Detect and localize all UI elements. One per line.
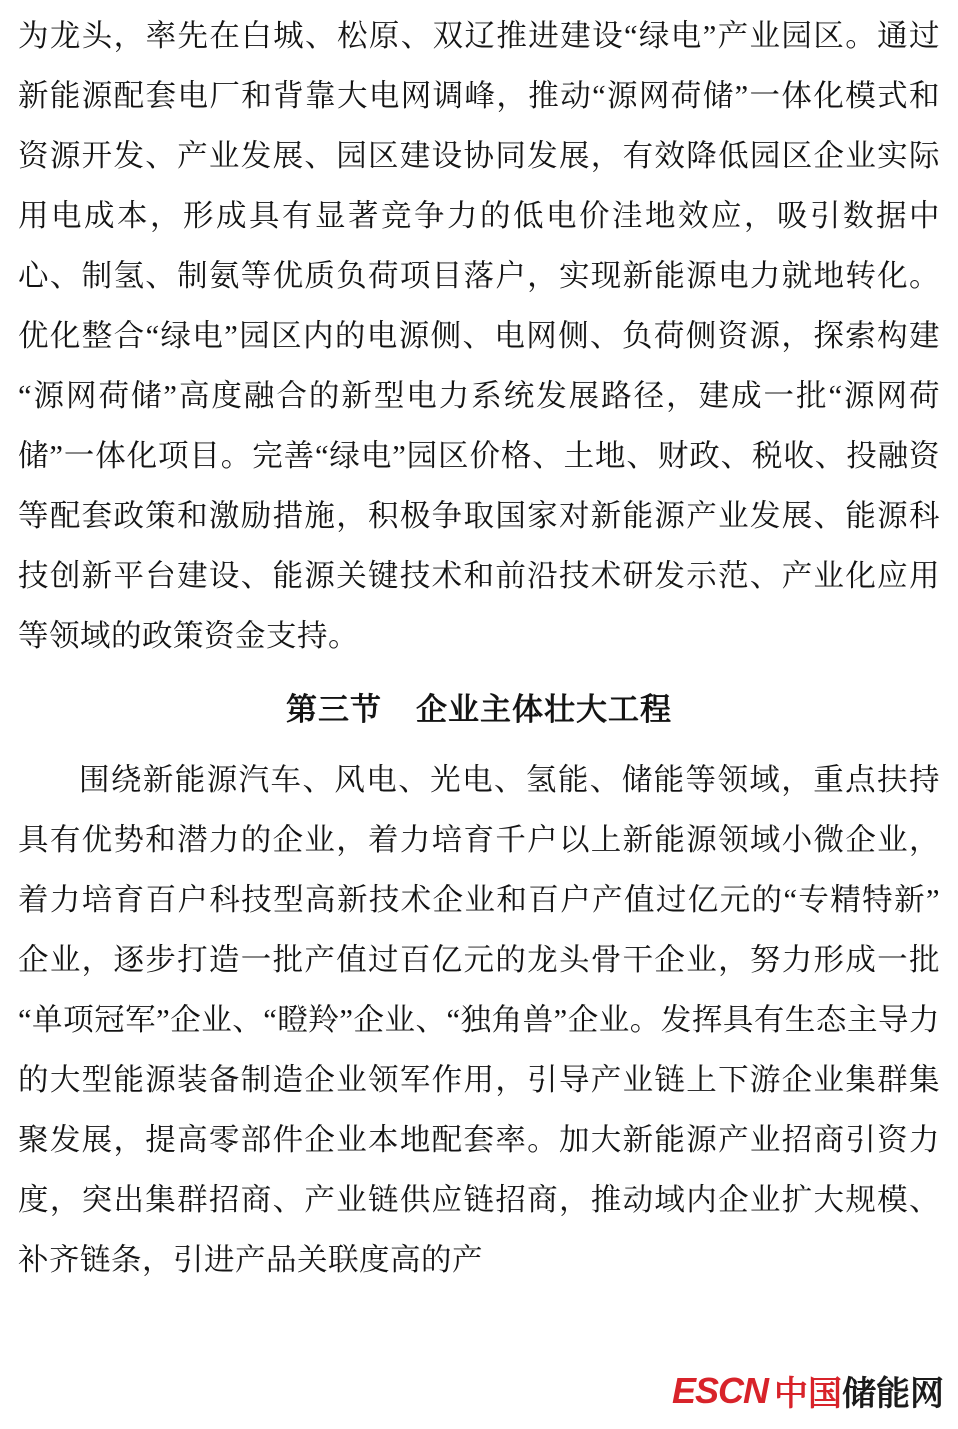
watermark-cn-text: [774, 1366, 944, 1415]
paragraph-continued: 为龙头，率先在白城、松原、双辽推进建设“绿电”产业园区。通过新能源配套电厂和背靠大电网调峰，推动“源网荷储”一体化模式和资源开发、产业发展、园区建设协同发展，有效降低园区企业实际用电成本，形成具有显著竞争力的低电价洼地效应，吸引数据中心、制氢、制氨等优质负荷项目落户，实现新能源电力就地转化。优化整合“绿电”园区内的电源侧、电网侧、负荷侧资源，探索构建“源网荷储”高度融合的新型电力系统发展路径，建成一批“源网荷储”一体化项目。完善“绿电”园区价格、土地、财政、税收、投融资等配套政策和激励措施，积极争取国家对新能源产业发展、能源科技创新平台建设、能源关键技术和前沿技术研发示范、产业化应用等领域的政策资金支持。: [18, 19, 940, 653]
paragraph-enterprise: 围绕新能源汽车、风电、光电、氢能、储能等领域，重点扶持具有优势和潜力的企业，着力培育千户以上新能源领域小微企业，着力培育百户科技型高新技术企业和百户产值过亿元的“专精特新”企业，逐步打造一批产值过百亿元的龙头骨干企业，努力形成一批“单项冠军”企业、“瞪羚”企业、“独角兽”企业。发挥具有生态主导力的大型能源装备制造企业领军作用，引导产业链上下游企业集群集聚发展，提高零部件企业本地配套率。加大新能源产业招商引资力度，突出集群招商、产业链供应链招商，推动域内企业扩大规模、补齐链条，引进产品关联度高的产: [18, 763, 940, 1277]
watermark-logo: [672, 1366, 944, 1415]
section-heading: [18, 680, 940, 740]
document-body: [18, 6, 940, 1290]
section-number: 第三节: [286, 692, 382, 727]
watermark-latin-text: ESCN: [671, 1369, 768, 1411]
watermark-cn-red: 中国: [774, 1375, 842, 1413]
section-title: 企业主体壮大工程: [416, 692, 672, 727]
watermark-cn-dark: 储能网: [842, 1375, 944, 1413]
